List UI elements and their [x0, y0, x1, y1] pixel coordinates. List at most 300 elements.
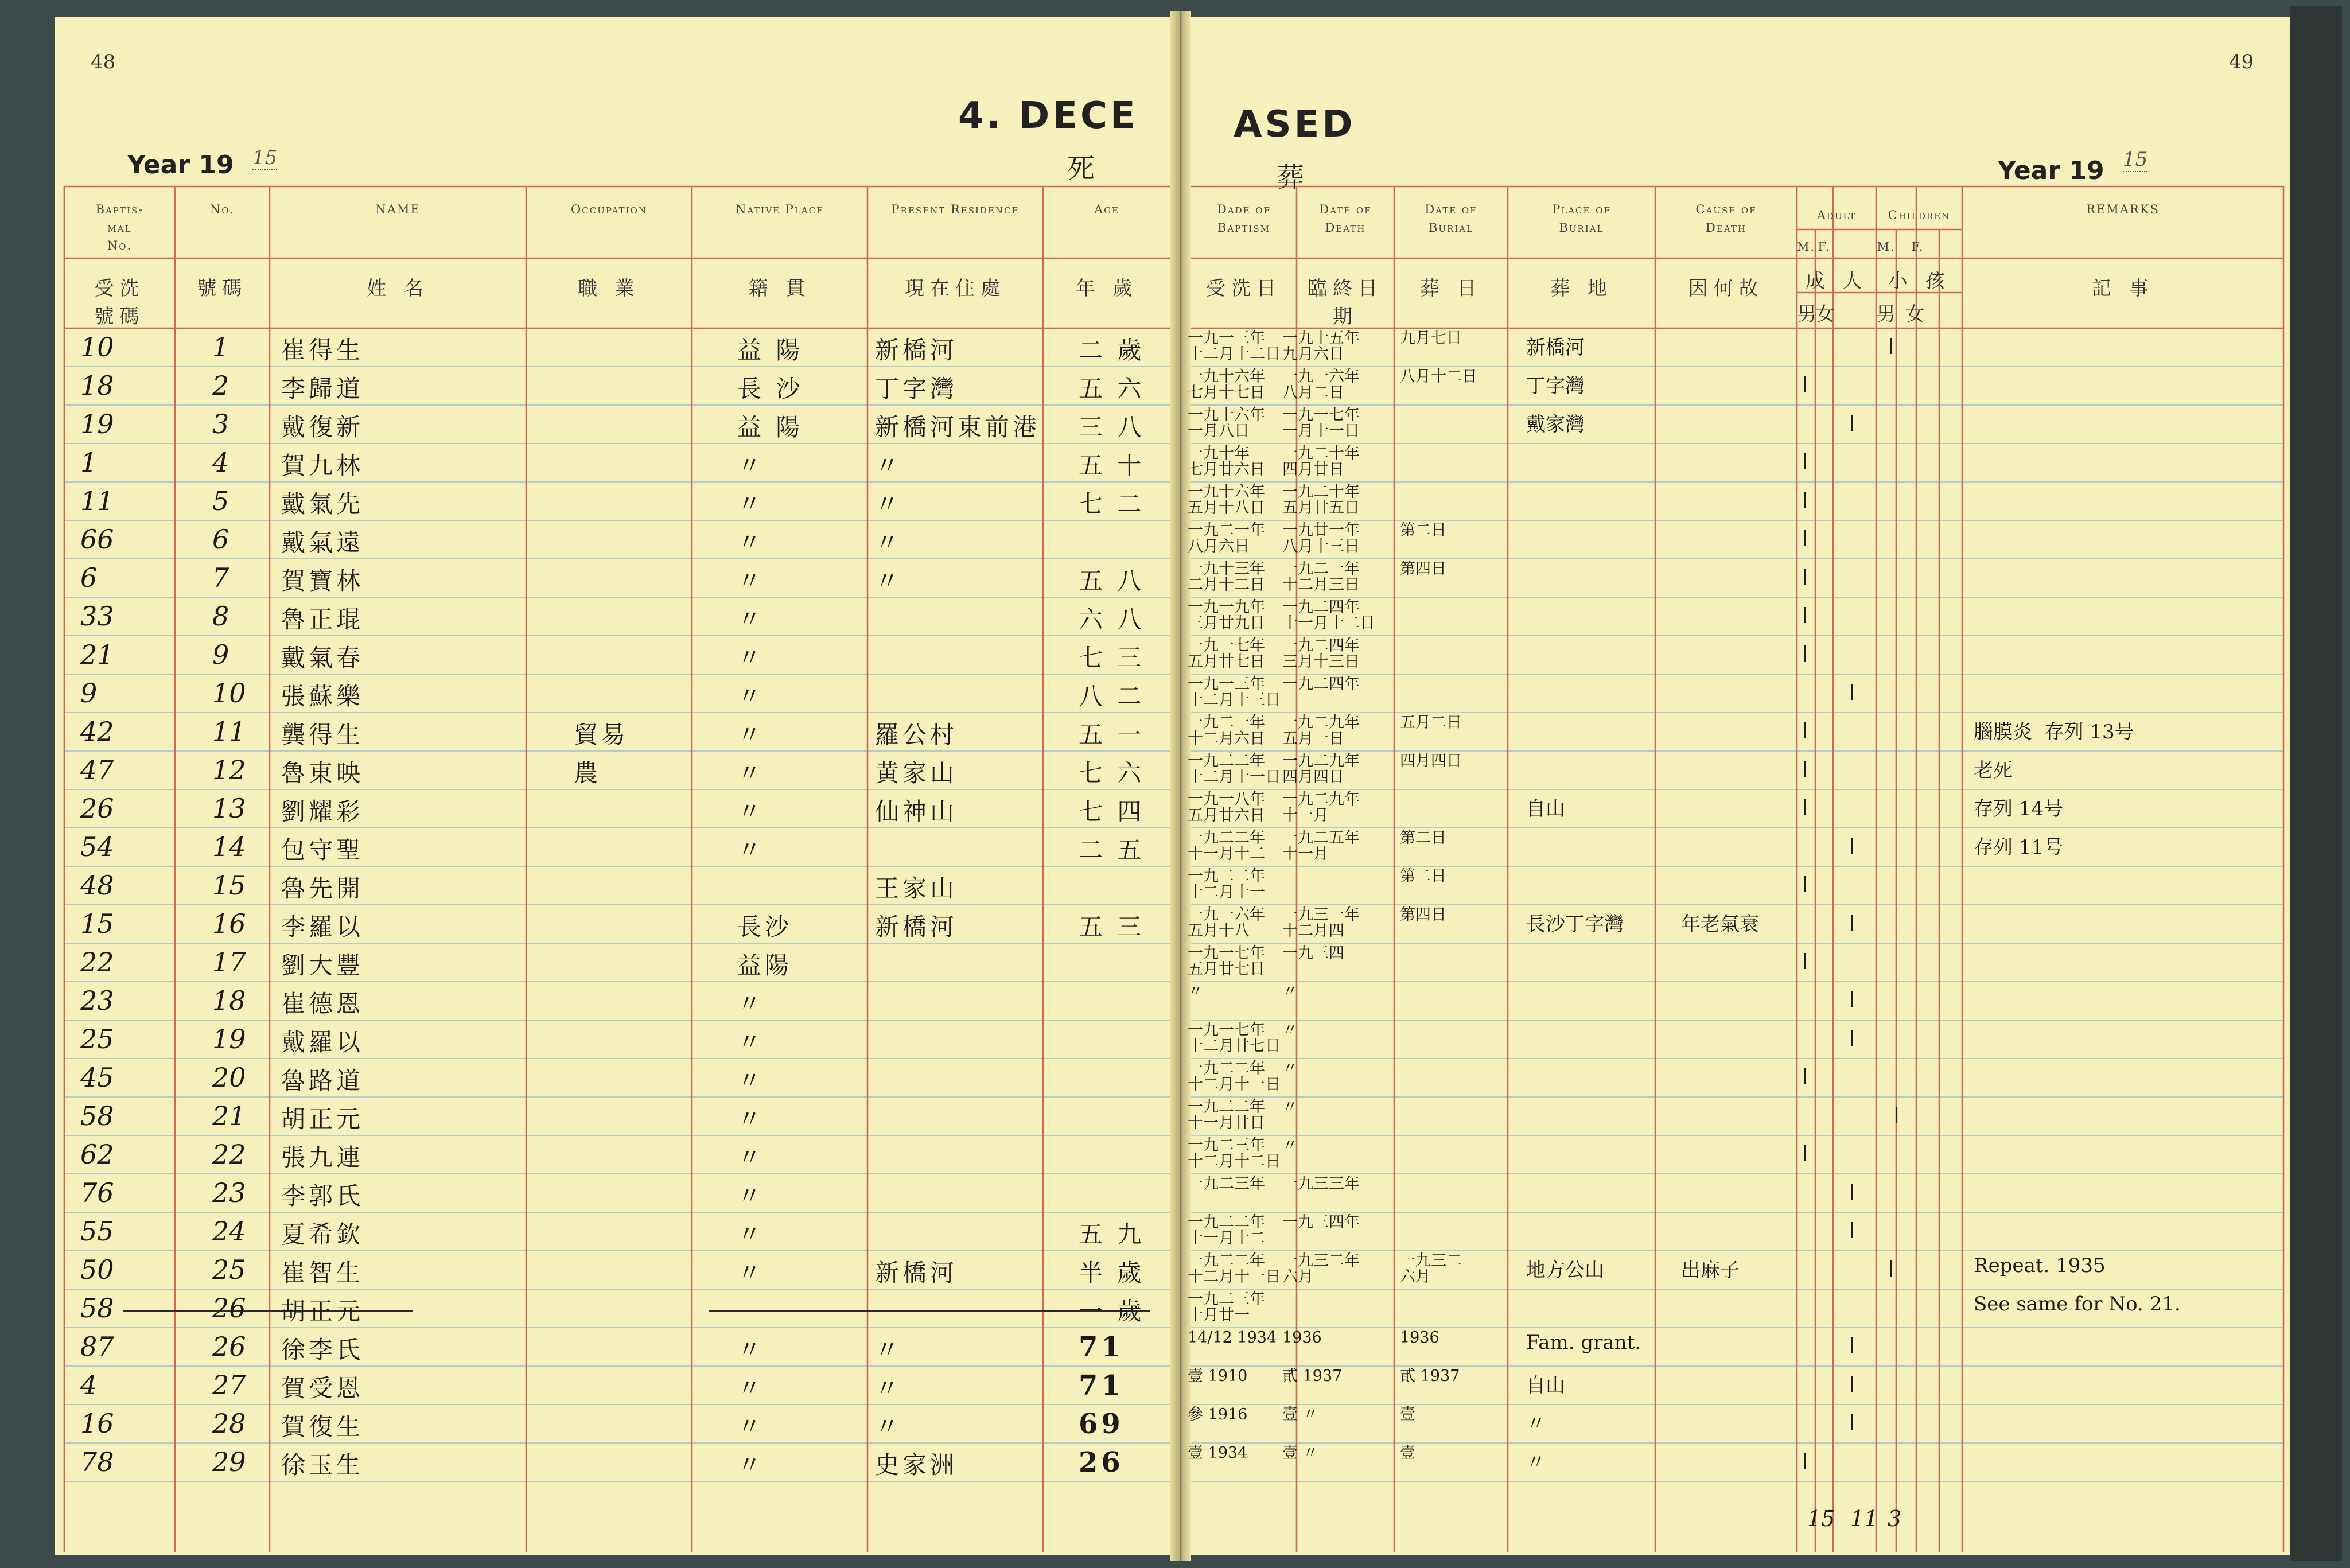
- tally-mark: ǀ: [1802, 488, 1808, 513]
- cell-native-place: 〃: [737, 644, 765, 672]
- cell-date-burial: 第二日: [1400, 867, 1446, 885]
- cell-baptismal-no: 23: [80, 985, 114, 1016]
- cell-date-burial: 四月四日: [1400, 752, 1462, 770]
- header-remarks-cn: 記 事: [2091, 277, 2154, 300]
- cell-baptismal-no: 78: [80, 1446, 114, 1477]
- cell-date-baptism: 一九二一年 十二月六日: [1188, 714, 1265, 748]
- cell-native-place: 益 陽: [737, 336, 804, 364]
- cell-no: 17: [212, 947, 246, 978]
- cell-present-residence: 史家洲: [875, 1451, 958, 1479]
- cell-native-place: 益 陽: [737, 413, 804, 441]
- cell-date-burial: 五月二日: [1400, 714, 1462, 732]
- cell-date-death: 一九三四: [1282, 944, 1344, 962]
- cell-native-place: 〃: [737, 1413, 765, 1441]
- cell-cause-death: 年老氣衰: [1681, 913, 1759, 936]
- tally-mark: ǀ: [1802, 757, 1808, 782]
- cell-date-baptism: 一九二三年 十二月十二日: [1188, 1137, 1281, 1171]
- tally-mark: ǀ: [1849, 411, 1855, 436]
- cell-name: 龔得生: [281, 721, 364, 749]
- cell-name: 崔智生: [281, 1259, 364, 1287]
- header-name-en: NAME: [375, 203, 421, 216]
- header-date-death-en: Date of Death: [1319, 203, 1372, 235]
- cell-date-death: 一九三二年 六月: [1282, 1252, 1360, 1286]
- cell-name: 戴氣遠: [281, 528, 364, 557]
- cell-no: 2: [212, 370, 229, 401]
- tally-mark: ǀ: [1802, 565, 1808, 590]
- cell-name: 賀復生: [281, 1413, 364, 1441]
- cell-no: 8: [212, 601, 229, 632]
- tally-mark: ǀ: [1888, 1256, 1894, 1282]
- cell-date-baptism: 一九一三年 十二月十三日: [1188, 675, 1281, 710]
- cell-date-burial: 第二日: [1400, 522, 1446, 539]
- cell-name: 賀九林: [281, 452, 364, 480]
- cell-baptismal-no: 62: [80, 1139, 114, 1170]
- cell-name: 張蘇樂: [281, 682, 364, 710]
- cell-date-death: 〃: [1282, 983, 1298, 1001]
- cell-age: 71: [1079, 1369, 1124, 1402]
- cell-date-baptism: 一九二三年 十月廿一: [1188, 1290, 1265, 1325]
- tally-mark: ǀ: [1893, 1103, 1900, 1128]
- header-cause-death-cn: 因何故: [1688, 277, 1764, 300]
- cell-date-baptism: 一九一九年 三月廿九日: [1188, 598, 1265, 633]
- header-present-residence-en: Present Residence: [891, 203, 1020, 216]
- cell-place-burial: 自山: [1526, 797, 1565, 820]
- cell-date-baptism: 一九一八年 五月廿六日: [1188, 791, 1265, 825]
- cell-date-burial: 壹: [1400, 1406, 1415, 1423]
- cell-date-death: 〃: [1282, 1021, 1298, 1039]
- cell-no: 12: [212, 754, 246, 785]
- year-right-hand: 15: [2123, 148, 2148, 171]
- cell-baptismal-no: 10: [80, 332, 114, 363]
- tally-mark: ǀ: [1888, 334, 1894, 359]
- cell-no: 22: [212, 1139, 246, 1170]
- cell-name: 李郭氏: [281, 1182, 364, 1210]
- cell-date-death: 一九十五年 九月六日: [1282, 329, 1360, 364]
- cell-no: 7: [212, 562, 229, 593]
- cell-name: 包守聖: [281, 836, 364, 864]
- cell-name: 夏希欽: [281, 1220, 364, 1248]
- cell-no: 29: [212, 1446, 246, 1477]
- cell-name: 張九連: [281, 1143, 364, 1172]
- tally-mark: ǀ: [1802, 718, 1808, 744]
- cell-name: 胡正元: [281, 1297, 364, 1325]
- cell-no: 21: [212, 1100, 246, 1131]
- tally-mark: ǀ: [1849, 680, 1855, 705]
- cell-native-place: 益陽: [737, 951, 793, 979]
- cell-no: 4: [212, 447, 229, 478]
- tally-mark: ǀ: [1802, 1449, 1808, 1474]
- cell-baptismal-no: 66: [80, 524, 114, 555]
- cell-native-place: 〃: [737, 1259, 765, 1287]
- cell-name: 賀寶林: [281, 567, 364, 595]
- tally-mark: ǀ: [1802, 526, 1808, 551]
- cell-date-baptism: 〃: [1188, 983, 1203, 1001]
- cell-date-death: 貳 1937: [1282, 1367, 1343, 1385]
- cell-no: 25: [212, 1254, 246, 1285]
- cell-baptismal-no: 6: [80, 562, 98, 593]
- cell-no: 6: [212, 524, 229, 555]
- cell-date-baptism: 一九十六年 五月十八日: [1188, 483, 1265, 518]
- cell-age: 五 一: [1079, 721, 1145, 749]
- title-cn-death: 死: [1067, 153, 1095, 185]
- cell-place-burial: Fam. grant.: [1526, 1331, 1641, 1354]
- cell-no: 23: [212, 1177, 246, 1208]
- tally-mark: ǀ: [1849, 911, 1855, 936]
- horizontal-ruled-lines: [64, 328, 2283, 1481]
- tally-mark: ǀ: [1802, 872, 1808, 897]
- cell-name: 徐李氏: [281, 1336, 364, 1364]
- cell-present-residence: 〃: [875, 1374, 903, 1402]
- cell-baptismal-no: 33: [80, 601, 114, 632]
- cell-age: 七 六: [1079, 759, 1145, 787]
- cell-native-place: 〃: [737, 990, 765, 1018]
- cell-no: 19: [212, 1024, 246, 1055]
- tally-mark: ǀ: [1849, 1026, 1855, 1051]
- cell-date-death: 〃: [1282, 1098, 1298, 1116]
- cell-name: 戴氣先: [281, 490, 364, 518]
- cell-date-death: 一九二九年 四月四日: [1282, 752, 1360, 787]
- cell-no: 5: [212, 485, 229, 516]
- tally-mark: ǀ: [1802, 641, 1808, 667]
- cell-baptismal-no: 18: [80, 370, 114, 401]
- header-native-place-cn: 籍 貫: [748, 277, 811, 300]
- cell-present-residence: 丁字灣: [875, 375, 958, 403]
- cell-baptismal-no: 1: [80, 447, 98, 478]
- cell-no: 26: [212, 1331, 246, 1362]
- header-occupation-en: Occupation: [571, 203, 647, 216]
- header-no-cn: 號碼: [197, 277, 248, 300]
- header-adult-en: Adult: [1816, 208, 1857, 222]
- cell-remarks: Repeat. 1935: [1974, 1254, 2106, 1277]
- cell-date-death: 一九二九年 五月一日: [1282, 714, 1360, 748]
- cell-date-baptism: 一九二二年 十二月十一日: [1188, 1252, 1281, 1286]
- cell-age: 三 八: [1079, 413, 1145, 441]
- cell-name: 魯正琨: [281, 605, 364, 633]
- header-remarks-en: REMARKS: [2086, 203, 2160, 216]
- cell-place-burial: 長沙丁字灣: [1526, 913, 1624, 936]
- cell-date-death: 〃: [1282, 1137, 1298, 1154]
- cell-baptismal-no: 19: [80, 408, 114, 439]
- cell-no: 16: [212, 908, 246, 939]
- cell-remarks: 存列 11号: [1974, 836, 2064, 859]
- cell-native-place: 〃: [737, 1374, 765, 1402]
- left-page-number: 48: [91, 50, 116, 73]
- header-age-cn: 年 歲: [1075, 277, 1138, 300]
- cell-date-burial: 第四日: [1400, 906, 1446, 924]
- cell-age: 七 四: [1079, 797, 1145, 826]
- cell-native-place: 〃: [737, 1143, 765, 1172]
- cell-baptismal-no: 48: [80, 870, 114, 901]
- cell-date-baptism: 一九一七年 五月廿七日: [1188, 637, 1265, 671]
- cell-name: 魯路道: [281, 1067, 364, 1095]
- header-date-baptism-en: Dade of Baptism: [1216, 203, 1271, 235]
- tally-mark: ǀ: [1849, 1410, 1855, 1435]
- cell-baptismal-no: 87: [80, 1331, 114, 1362]
- cell-age: 五 三: [1079, 913, 1145, 941]
- cell-native-place: 〃: [737, 682, 765, 710]
- cell-present-residence: 〃: [875, 567, 903, 595]
- tally-mark: ǀ: [1802, 372, 1808, 398]
- cell-native-place: 〃: [737, 490, 765, 518]
- cell-age: 五 八: [1079, 567, 1145, 595]
- cell-date-baptism: 一九二一年 八月六日: [1188, 522, 1265, 556]
- cell-no: 24: [212, 1216, 246, 1247]
- tally-mark: ǀ: [1802, 603, 1808, 628]
- cell-native-place: 〃: [737, 528, 765, 557]
- tally-mark: ǀ: [1849, 834, 1855, 859]
- cell-age: 五 六: [1079, 375, 1145, 403]
- cell-date-death: 壹 〃: [1282, 1406, 1318, 1423]
- cell-native-place: 〃: [737, 605, 765, 633]
- cell-name: 李歸道: [281, 375, 364, 403]
- cell-date-burial: 貳 1937: [1400, 1367, 1460, 1385]
- cell-baptismal-no: 76: [80, 1177, 114, 1208]
- cell-native-place: 〃: [737, 1220, 765, 1248]
- header-place-burial-cn: 葬 地: [1550, 277, 1613, 300]
- header-adult-cn: 成 人: [1805, 270, 1868, 293]
- cell-age: 七 三: [1079, 644, 1145, 672]
- header-adult-f: F.: [1818, 240, 1831, 254]
- cell-age: 二 歲: [1079, 336, 1145, 364]
- cell-baptismal-no: 45: [80, 1062, 114, 1093]
- cell-date-burial: 第四日: [1400, 560, 1446, 578]
- cell-place-burial: 〃: [1526, 1451, 1546, 1474]
- cell-age: 69: [1079, 1408, 1124, 1440]
- cell-date-death: 一九三四年: [1282, 1213, 1360, 1231]
- cell-baptismal-no: 15: [80, 908, 114, 939]
- cell-native-place: 長 沙: [737, 375, 804, 403]
- header-occupation-cn: 職 業: [578, 277, 640, 300]
- cell-baptismal-no: 50: [80, 1254, 114, 1285]
- cell-date-baptism: 參 1916: [1188, 1406, 1248, 1423]
- year-left-label: Year 19: [127, 150, 234, 180]
- cell-date-baptism: 一九一七年 十二月廿七日: [1188, 1021, 1281, 1056]
- cell-name: 魯先開: [281, 874, 364, 902]
- header-cause-death-en: Cause of Death: [1695, 203, 1757, 235]
- cell-date-burial: 八月十二日: [1400, 368, 1477, 386]
- right-page-number: 49: [2229, 50, 2254, 73]
- cell-date-baptism: 一九二二年 十一月十二: [1188, 1213, 1265, 1248]
- cell-date-death: 一九二四年: [1282, 675, 1360, 693]
- tally-adult-male: 15: [1807, 1506, 1835, 1531]
- cell-name: 戴羅以: [281, 1028, 364, 1056]
- tally-mark: ǀ: [1849, 987, 1855, 1013]
- tally-mark: ǀ: [1849, 1218, 1855, 1243]
- cell-age: 26: [1079, 1446, 1124, 1478]
- tally-adult-female: 11: [1850, 1506, 1878, 1531]
- header-children-m: M.: [1877, 240, 1896, 254]
- header-children-f: F.: [1911, 240, 1924, 254]
- header-male-cn: 男: [1876, 303, 1901, 326]
- cell-baptismal-no: 4: [80, 1369, 98, 1400]
- cell-place-burial: 戴家灣: [1526, 413, 1585, 436]
- cell-baptismal-no: 11: [80, 485, 114, 516]
- cell-date-death: 壹 〃: [1282, 1444, 1318, 1462]
- cell-date-death: 一九三一年 十二月四: [1282, 906, 1360, 940]
- cell-date-baptism: 一九一六年 五月十八: [1188, 906, 1265, 940]
- cell-age: 五 九: [1079, 1220, 1145, 1248]
- header-native-place-en: Native Place: [735, 203, 824, 216]
- cell-baptismal-no: 16: [80, 1408, 114, 1439]
- cell-date-baptism: 一九十年 七月廿六日: [1188, 445, 1265, 479]
- cell-date-death: 一九二四年 三月十三日: [1282, 637, 1360, 671]
- cell-age: 六 八: [1079, 605, 1145, 633]
- cell-date-death: 一九二四年 十一月十二日: [1282, 598, 1375, 633]
- cell-date-baptism: 壹 1910: [1188, 1367, 1248, 1385]
- cell-age: 半 歲: [1079, 1259, 1145, 1287]
- cell-native-place: 〃: [737, 1067, 765, 1095]
- header-female-cn: 女: [1815, 303, 1841, 326]
- cell-date-baptism: 一九二二年 十二月十一: [1188, 867, 1265, 902]
- cell-no: 26: [212, 1293, 246, 1324]
- year-left-hand: 15: [252, 146, 278, 169]
- header-children-en: Children: [1888, 208, 1951, 222]
- cell-native-place: 〃: [737, 836, 765, 864]
- cell-date-death: 一九二五年 十一月: [1282, 829, 1360, 863]
- header-date-death-cn: 臨終日期: [1308, 277, 1383, 328]
- cell-occupation: 貿易: [574, 721, 629, 749]
- cell-remarks: See same for No. 21.: [1974, 1293, 2181, 1316]
- cell-date-baptism: 一九二二年 十一月廿日: [1188, 1098, 1265, 1133]
- cell-baptismal-no: 26: [80, 793, 114, 824]
- header-date-baptism-cn: 受洗日: [1206, 277, 1282, 300]
- cell-baptismal-no: 55: [80, 1216, 114, 1247]
- cell-date-burial: 一九三二 六月: [1400, 1252, 1462, 1286]
- tally-mark: ǀ: [1849, 1180, 1855, 1205]
- cell-age: 一 歲: [1079, 1297, 1145, 1325]
- cell-present-residence: 新橋河: [875, 336, 958, 364]
- header-present-residence-cn: 現在住處: [905, 277, 1006, 300]
- title-right-part: ASED: [1234, 103, 1356, 146]
- cell-native-place: 〃: [737, 567, 765, 595]
- cell-date-baptism: 壹 1934: [1188, 1444, 1248, 1462]
- cell-place-burial: 〃: [1526, 1413, 1546, 1435]
- title-cn-burial: 葬: [1277, 161, 1305, 193]
- tally-mark: ǀ: [1849, 1372, 1855, 1397]
- cell-remarks: 腦膜炎 存列 13号: [1974, 721, 2134, 744]
- tally-mark: ǀ: [1802, 1064, 1808, 1090]
- cell-date-death: 一九三三年: [1282, 1175, 1360, 1193]
- cell-native-place: 〃: [737, 1028, 765, 1056]
- cell-baptismal-no: 9: [80, 678, 98, 709]
- cell-occupation: 農: [574, 759, 602, 787]
- cell-native-place: 〃: [737, 1105, 765, 1133]
- cell-date-burial: 九月七日: [1400, 329, 1462, 347]
- cell-no: 27: [212, 1369, 246, 1400]
- header-name-cn: 姓 名: [367, 277, 429, 300]
- red-column-rules: [64, 186, 2283, 1552]
- tally-mark: ǀ: [1802, 795, 1808, 820]
- cell-name: 戴復新: [281, 413, 364, 441]
- header-baptismal-no-en: Baptis- mal No.: [95, 203, 144, 252]
- cell-present-residence: 新橋河: [875, 913, 958, 941]
- cell-age: 71: [1079, 1331, 1124, 1363]
- cell-date-death: 一九二十年 四月廿日: [1282, 445, 1360, 479]
- tally-mark: ǀ: [1802, 1141, 1808, 1166]
- cell-name: 徐玉生: [281, 1451, 364, 1479]
- cell-date-baptism: 一九二二年 十一月十二: [1188, 829, 1265, 863]
- cell-baptismal-no: 21: [80, 639, 114, 670]
- cell-remarks: 老死: [1974, 759, 2013, 782]
- cell-no: 9: [212, 639, 229, 670]
- cell-present-residence: 仙神山: [875, 797, 958, 826]
- cell-present-residence: 〃: [875, 1413, 903, 1441]
- tally-mark: ǀ: [1849, 1333, 1855, 1359]
- header-children-cn: 小 孩: [1888, 270, 1951, 293]
- cell-date-baptism: 一九十六年 一月八日: [1188, 406, 1265, 441]
- header-date-burial-en: Date of Burial: [1425, 203, 1477, 235]
- cell-present-residence: 〃: [875, 490, 903, 518]
- cell-date-death: 一九二一年 十二月三日: [1282, 560, 1360, 594]
- cell-name: 胡正元: [281, 1105, 364, 1133]
- cell-date-death: 一九一六年 八月二日: [1282, 368, 1360, 402]
- cell-date-baptism: 一九十三年 二月十二日: [1188, 560, 1265, 594]
- cell-no: 20: [212, 1062, 246, 1093]
- header-adult-m: M.: [1797, 240, 1816, 254]
- cell-date-baptism: 一九二二年 十二月十一日: [1188, 752, 1281, 787]
- tally-children: 3: [1888, 1506, 1902, 1531]
- cell-baptismal-no: 22: [80, 947, 114, 978]
- cell-date-baptism: 一九一三年 十二月十二日: [1188, 329, 1281, 364]
- cell-name: 戴氣春: [281, 644, 364, 672]
- cell-name: 李羅以: [281, 913, 364, 941]
- cell-baptismal-no: 58: [80, 1293, 114, 1324]
- cell-name: 魯東映: [281, 759, 364, 787]
- cell-no: 13: [212, 793, 246, 824]
- cell-native-place: 〃: [737, 759, 765, 787]
- cell-no: 11: [212, 716, 246, 747]
- header-female-cn: 女: [1905, 303, 1931, 326]
- cell-name: 賀受恩: [281, 1374, 364, 1402]
- cell-native-place: 〃: [737, 452, 765, 480]
- cell-no: 15: [212, 870, 246, 901]
- cell-present-residence: 〃: [875, 452, 903, 480]
- cell-age: 五 十: [1079, 452, 1145, 480]
- header-baptismal-no-cn: 受洗 號碼: [94, 277, 145, 328]
- cell-present-residence: 羅公村: [875, 721, 958, 749]
- cell-no: 1: [212, 332, 229, 363]
- cell-no: 28: [212, 1408, 246, 1439]
- cell-name: 崔得生: [281, 336, 364, 364]
- cell-date-burial: 壹: [1400, 1444, 1415, 1462]
- cell-native-place: 〃: [737, 1451, 765, 1479]
- cell-no: 14: [212, 831, 246, 862]
- cell-date-death: 一九一七年 一月十一日: [1282, 406, 1360, 441]
- cell-remarks: 存列 14号: [1974, 797, 2064, 820]
- tally-mark: ǀ: [1802, 949, 1808, 974]
- cell-date-burial: 1936: [1400, 1329, 1439, 1347]
- cell-baptismal-no: 42: [80, 716, 114, 747]
- header-date-burial-cn: 葬 日: [1419, 277, 1483, 300]
- cell-date-death: 一九二十年 五月廿五日: [1282, 483, 1360, 518]
- cell-age: 八 二: [1079, 682, 1145, 710]
- cell-date-baptism: 一九二二年 十二月十一日: [1188, 1060, 1281, 1094]
- cell-present-residence: 新橋河: [875, 1259, 958, 1287]
- cell-no: 3: [212, 408, 229, 439]
- header-male-cn: 男: [1797, 303, 1822, 326]
- header-place-burial-en: Place of Burial: [1552, 203, 1611, 235]
- cell-place-burial: 丁字灣: [1526, 375, 1585, 398]
- cell-place-burial: 自山: [1526, 1374, 1565, 1397]
- cell-name: 劉耀彩: [281, 797, 364, 826]
- cell-native-place: 〃: [737, 721, 765, 749]
- cell-native-place: 〃: [737, 1182, 765, 1210]
- cell-name: 崔德恩: [281, 990, 364, 1018]
- title-left-part: 4. DECE: [958, 95, 1138, 137]
- cell-baptismal-no: 58: [80, 1100, 114, 1131]
- cell-date-death: 一九二九年 十一月: [1282, 791, 1360, 825]
- cell-age: 二 五: [1079, 836, 1145, 864]
